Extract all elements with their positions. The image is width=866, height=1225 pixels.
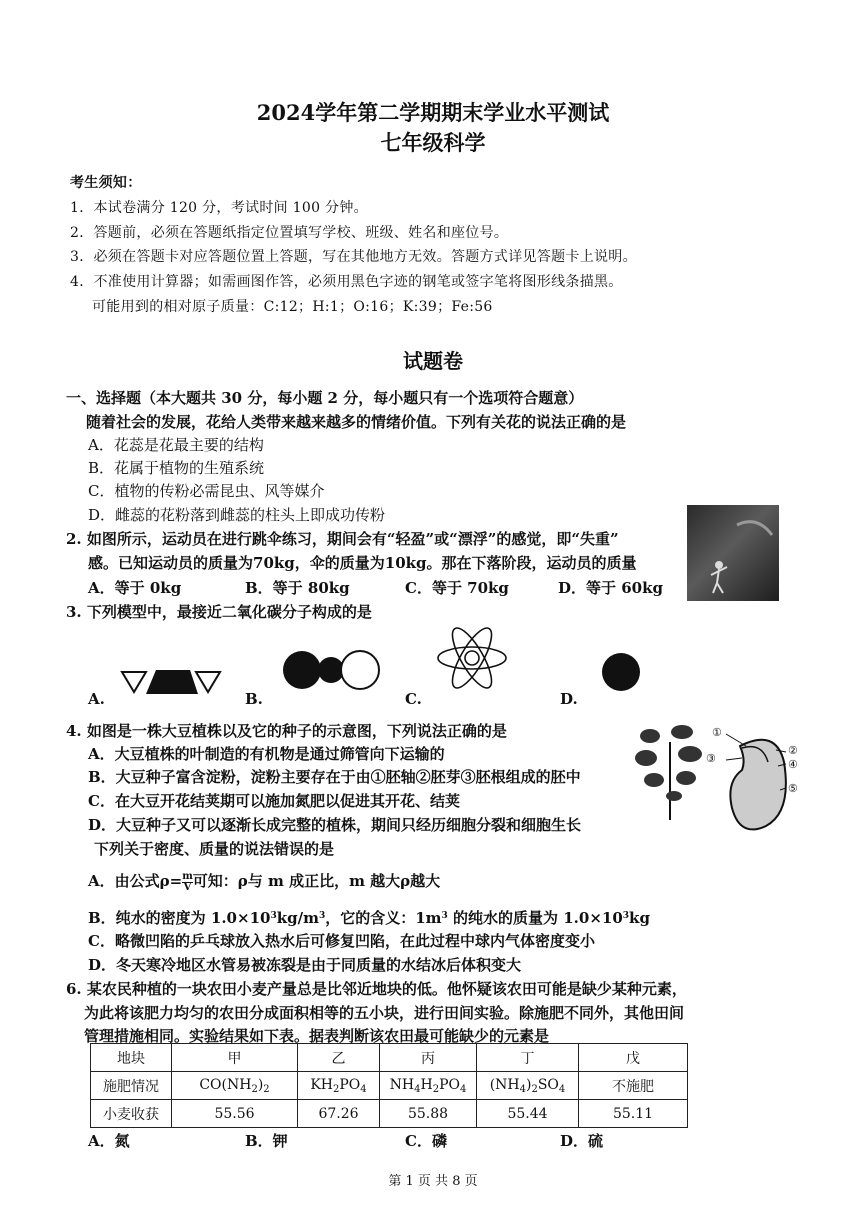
q4-option-b: B．大豆种子富含淀粉，淀粉主要存在于由①胚轴②胚芽③胚根组成的胚中 — [88, 768, 581, 786]
q4-stem: 4. 如图是一株大豆植株以及它的种子的示意图，下列说法正确的是 — [66, 722, 507, 740]
q6-option-d: D．硫 — [560, 1132, 604, 1150]
seed-label-1: ① — [712, 726, 722, 739]
q3-stem: 3. 下列模型中，最接近二氧化碳分子构成的是 — [66, 603, 372, 621]
q2-stem-line1: 2. 如图所示，运动员在进行跳伞练习，期间会有“轻盈”或“漂浮”的感觉，即“失重” — [66, 530, 619, 548]
superscript: 3 — [622, 911, 630, 921]
superscript: 3 — [318, 911, 326, 921]
soybean-plant-icon — [630, 722, 710, 822]
fraction-numerator: m — [182, 870, 193, 882]
table-row — [91, 1072, 688, 1100]
q5-option-b-part: kg/m — [276, 909, 319, 927]
parachute-photo — [687, 505, 779, 601]
table-cell: 地块 — [91, 1044, 172, 1072]
exam-title: 2024学年第二学期期末学业水平测试 — [256, 100, 610, 125]
q5-option-b-part: ，它的含义：1m — [325, 909, 442, 927]
table-cell: 55.88 — [380, 1100, 477, 1128]
instruction-item: 1．本试卷满分 120 分，考试时间 100 分钟。 — [70, 200, 368, 216]
q1-option-d: D．雌蕊的花粉落到雌蕊的柱头上即成功传粉 — [88, 506, 386, 524]
q5-option-b-part: kg — [629, 909, 650, 927]
q3-label-a: A. — [88, 690, 105, 708]
table-cell: 67.26 — [298, 1100, 380, 1128]
fraction-denominator: V — [183, 881, 192, 893]
q5-option-a — [88, 870, 440, 893]
table-cell: 不施肥 — [579, 1072, 688, 1100]
q4-option-d: D．大豆种子又可以逐渐长成完整的植株，期间只经历细胞分裂和细胞生长 — [88, 816, 582, 834]
q6-stem-line2: 为此将该肥力均匀的农田分成面积相等的五小块，进行田间实验。除施肥不同外，其他田间 — [84, 1004, 685, 1022]
section-title: 试题卷 — [403, 349, 463, 373]
atomic-mass-note: 可能用到的相对原子质量：C:12；H:1；O:16；K:39；Fe:56 — [92, 299, 493, 315]
table-cell: 55.56 — [172, 1100, 298, 1128]
table-cell: 小麦收获 — [91, 1100, 172, 1128]
seed-label-2: ② — [788, 744, 798, 757]
q3-label-b: B. — [245, 690, 263, 708]
q5-option-c: C．略微凹陷的乒乓球放入热水后可修复凹陷，在此过程中球内气体密度变小 — [88, 932, 595, 950]
table-cell: 乙 — [298, 1044, 380, 1072]
q5-option-b-part: B．纯水的密度为 1.0×10 — [88, 909, 271, 927]
q4-option-c: C．在大豆开花结荚期可以施加氮肥以促进其开花、结荚 — [88, 792, 460, 810]
q2-option-d: D．等于 60kg — [558, 579, 663, 597]
seed-label-4: ④ — [788, 758, 798, 771]
fertilizer-results-table — [90, 1043, 688, 1128]
q1-option-c: C．植物的传粉必需昆虫、风等媒介 — [88, 482, 325, 500]
fertilizer-nh42so4: $(NH_4)_2SO_4$ — [477, 1072, 579, 1100]
q5-option-a-pre: A．由公式ρ= — [88, 872, 183, 890]
q5-option-b-part: 的纯水的质量为 1.0×10 — [447, 909, 623, 927]
q5-option-d: D．冬天寒冷地区水管易被冻裂是由于同质量的水结冰后体积变大 — [88, 956, 522, 974]
q1-stem: 随着社会的发展，花给人类带来越来越多的情绪价值。下列有关花的说法正确的是 — [86, 413, 627, 431]
q5-stem: 下列关于密度、质量的说法错误的是 — [94, 840, 335, 858]
fertilizer-kh2po4: $KH_2PO_4$ — [298, 1072, 380, 1100]
seed-label-5: ⑤ — [788, 782, 798, 795]
q1-option-b: B．花属于植物的生殖系统 — [88, 459, 265, 477]
table-cell: 丁 — [477, 1044, 579, 1072]
table-cell: 55.44 — [477, 1100, 579, 1128]
q2-option-b: B．等于 80kg — [245, 579, 350, 597]
instruction-item: 2．答题前，必须在答题纸指定位置填写学校、班级、姓名和座位号。 — [70, 225, 509, 241]
table-cell: 55.11 — [579, 1100, 688, 1128]
page-footer: 第 1 页 共 8 页 — [388, 1174, 478, 1189]
q6-option-c: C．磷 — [405, 1132, 447, 1150]
q2-option-a: A．等于 0kg — [88, 579, 182, 597]
q2-stem-line2: 感。已知运动员的质量为70kg，伞的质量为10kg。那在下落阶段，运动员的质量 — [88, 554, 637, 572]
q2-option-c: C．等于 70kg — [405, 579, 509, 597]
table-row — [91, 1100, 688, 1128]
q6-stem-line1: 6. 某农民种植的一块农田小麦产量总是比邻近地块的低。他怀疑该农田可能是缺少某种元素， — [66, 980, 687, 998]
superscript: 3 — [441, 911, 448, 921]
exam-subtitle: 七年级科学 — [380, 130, 486, 155]
q1-option-a: A．花蕊是花最主要的结构 — [88, 436, 264, 454]
q5-option-b — [88, 907, 650, 928]
fertilizer-urea: $CO(NH_2)_2$ — [172, 1072, 298, 1100]
density-fraction — [182, 872, 193, 893]
table-cell: 丙 — [380, 1044, 477, 1072]
fertilizer-nh4h2po4: $NH_4H_2PO_4$ — [380, 1072, 477, 1100]
instructions-heading: 考生须知： — [70, 175, 142, 191]
skydiver-icon — [687, 505, 779, 601]
table-cell: 甲 — [172, 1044, 298, 1072]
table-cell: 戊 — [579, 1044, 688, 1072]
superscript: 3 — [270, 911, 277, 921]
q6-option-a: A．氮 — [88, 1132, 130, 1150]
q3-models — [80, 620, 780, 710]
q3-label-c: C. — [405, 690, 422, 708]
q3-label-d: D. — [560, 690, 578, 708]
part-one-heading: 一、选择题（本大题共 30 分，每小题 2 分，每小题只有一个选项符合题意） — [66, 389, 584, 407]
q5-option-a-post: 可知：ρ与 m 成正比，m 越大ρ越大 — [192, 872, 441, 890]
table-cell: 施肥情况 — [91, 1072, 172, 1100]
q6-option-b: B．钾 — [245, 1132, 288, 1150]
table-row — [91, 1044, 688, 1072]
q4-option-a: A．大豆植株的叶制造的有机物是通过筛管向下运输的 — [88, 745, 445, 763]
instruction-item: 3．必须在答题卡对应答题位置上答题，写在其他地方无效。答题方式详见答题卡上说明。 — [70, 249, 637, 265]
soybean-plant — [630, 722, 710, 822]
seed-label-3: ③ — [706, 752, 716, 765]
molecule-models-illustration — [80, 620, 780, 710]
q6-stem-line3: 管理措施相同。实验结果如下表。据表判断该农田最可能缺少的元素是 — [84, 1027, 550, 1045]
instruction-item: 4．不准使用计算器；如需画图作答，必须用黑色字迹的钢笔或签字笔将图形线条描黑。 — [70, 274, 623, 290]
